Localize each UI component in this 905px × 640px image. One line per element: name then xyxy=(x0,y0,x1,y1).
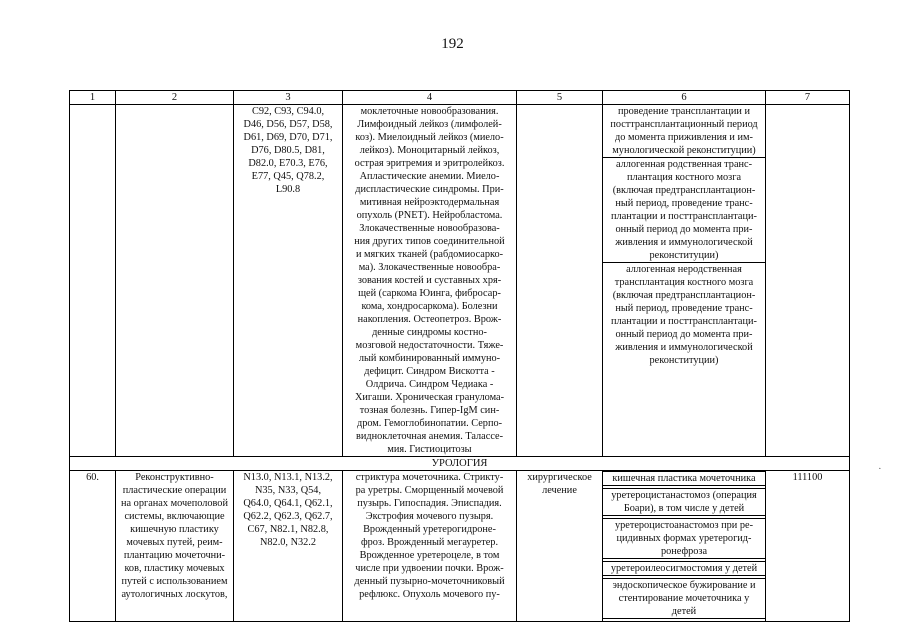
text-line: плантация костного мозга xyxy=(626,172,742,183)
text-line: и мягких тканей (рабдомиосарко- xyxy=(355,249,504,260)
text-line: D46, D56, D57, D58, xyxy=(243,119,333,130)
text-line: онный период до момента при- xyxy=(615,329,753,340)
text-line: митивная нейроэктодермальная xyxy=(359,197,500,208)
text-line: системы, включающие xyxy=(124,511,225,522)
text-line: числе при удвоении почки. Врож- xyxy=(355,563,504,574)
text-line: эндоскопическое бужирование и xyxy=(612,580,756,591)
text-line: Врожденное уретероцеле, в том xyxy=(359,550,500,561)
text-line: кома, хондросаркома). Болезни xyxy=(361,301,498,312)
text-line: путей с использованием xyxy=(121,576,228,587)
text-line: мочевых путей, реим- xyxy=(126,537,223,548)
row1-number-cell xyxy=(70,105,116,457)
text-line: кишечную пластику xyxy=(130,524,219,535)
text-line: N13.0, N13.1, N13.2, xyxy=(243,472,333,483)
text-line: N82.0, N32.2 xyxy=(259,537,317,548)
table-row xyxy=(70,471,850,622)
col-1-header: 1 xyxy=(70,91,116,105)
text-line: Олдрича. Синдром Чедиака - xyxy=(365,379,494,390)
text-line: Хигаши. Хроническая гранулома- xyxy=(354,392,505,403)
col-3-header: 3 xyxy=(234,91,343,105)
text-line: ронефроза xyxy=(660,546,708,557)
text-line: цидивных формах уретерогид- xyxy=(616,533,752,544)
text-line: Q62.2, Q62.3, Q62.7, xyxy=(243,511,333,522)
text-line: ма). Злокачественные новообра- xyxy=(358,262,501,273)
row1-diagnosis-cell xyxy=(343,105,517,457)
method-entry xyxy=(603,471,766,486)
row1-name-cell xyxy=(116,105,234,457)
text-line: N35, N33, Q54, xyxy=(254,485,322,496)
section-row xyxy=(70,457,850,471)
text-line: уретероцистанастомоз (операция xyxy=(611,490,757,501)
text-line: Боари), в том числе у детей xyxy=(623,503,745,514)
col-7-header: 7 xyxy=(766,91,850,105)
text-line: трансплантация костного мозга xyxy=(614,277,754,288)
text-line: мозговой недостаточности. Тяже- xyxy=(355,340,504,351)
row2-codes-cell xyxy=(234,471,343,622)
text-line: денные синдромы костно- xyxy=(372,327,487,338)
text-line: лый комбинированный иммуно- xyxy=(358,353,501,364)
text-line: D76, D80.5, D81, xyxy=(251,145,325,156)
col-5-header: 5 xyxy=(517,91,603,105)
text-line: проведение трансплантации и xyxy=(618,106,750,117)
text-line: Врожденный уретерогидроне- xyxy=(363,524,496,535)
text-line: кишечная пластика мочеточника xyxy=(612,473,756,484)
text-line: стентирование мочеточника у xyxy=(618,593,750,604)
text-line: C67, N82.1, N82.8, xyxy=(247,524,329,535)
text-line: ный период, проведение транс- xyxy=(615,198,753,209)
text-line: ный период, проведение транс- xyxy=(615,303,753,314)
text-line: аллогенная родственная транс- xyxy=(615,159,753,170)
row2-name-cell xyxy=(116,471,234,622)
row2-treatment-cell xyxy=(517,471,603,622)
row1-group-cell xyxy=(766,105,850,457)
text-line: реконституции) xyxy=(649,250,719,261)
text-line: опухоль (PNET). Нейробластома. xyxy=(356,210,503,221)
text-line: аутологичных лоскутов, xyxy=(121,589,228,600)
text-line: Экстрофия мочевого пузыря. xyxy=(365,511,494,522)
text-line: реконституции) xyxy=(649,355,719,366)
col-4-header: 4 xyxy=(343,91,517,105)
text-line: мия. Гистиоцитозы xyxy=(387,444,472,455)
text-line: Лимфоидный лейкоз (лимфолей- xyxy=(357,119,502,130)
text-line: детей xyxy=(671,606,697,617)
text-line: видноклеточная анемия. Талассе- xyxy=(355,431,504,442)
text-line: щей (саркома Юинга, фибросар- xyxy=(358,288,501,299)
column-number-row xyxy=(70,91,850,105)
text-line: лечение xyxy=(542,485,577,496)
procedure-table xyxy=(69,90,850,622)
text-line: ра уретры. Сморщенный мочевой xyxy=(355,485,504,496)
row2-number-cell: 60. xyxy=(70,471,116,622)
page-number: 192 xyxy=(441,36,464,52)
text-line: фроз. Врожденный мегауретер. xyxy=(360,537,499,548)
method-entry xyxy=(603,488,766,516)
method-entry xyxy=(603,105,765,157)
method-entry xyxy=(603,518,766,559)
text-line: Апластические анемии. Миело- xyxy=(359,171,500,182)
text-line: зования костей и суставных хря- xyxy=(357,275,502,286)
text-line: дром. Гемоглобинопатии. Серпо- xyxy=(356,418,503,429)
text-line: плантацию мочеточни- xyxy=(123,550,226,561)
text-line: ков, пластику мочевых xyxy=(124,563,225,574)
text-line: посттрансплантационный период xyxy=(610,119,758,130)
text-line: дефицит. Синдром Вискотта - xyxy=(364,366,495,377)
text-line: лейкоз). Моноцитарный лейкоз, xyxy=(359,145,500,156)
method-entry xyxy=(603,578,766,619)
row2-methods-cell xyxy=(603,471,766,622)
text-line: уретероилеосигмостомия у детей xyxy=(610,563,758,574)
text-line: L90.8 xyxy=(275,184,301,195)
text-line: аллогенная неродственная xyxy=(626,264,742,275)
text-line: D61, D69, D70, D71, xyxy=(243,132,333,143)
text-line: пластические операции xyxy=(122,485,227,496)
text-line: денный пузырно-мочеточниковый xyxy=(354,576,505,587)
text-line: моклеточные новообразования. xyxy=(360,106,499,117)
method-entry xyxy=(603,262,765,367)
text-line: ния других типов соединительной xyxy=(354,236,505,247)
text-line: плантации и посттрансплантаци- xyxy=(611,211,757,222)
text-line: стриктура мочеточника. Стрикту- xyxy=(355,472,504,483)
col-2-header: 2 xyxy=(116,91,234,105)
row1-codes-cell xyxy=(234,105,343,457)
margin-mark: · xyxy=(878,463,882,475)
table-row xyxy=(70,105,850,457)
col-6-header: 6 xyxy=(603,91,766,105)
text-line: до момента приживления и им- xyxy=(615,132,753,143)
row2-diagnosis-cell xyxy=(343,471,517,622)
text-line: коз). Миелоидный лейкоз (миело- xyxy=(355,132,504,143)
section-title: УРОЛОГИЯ xyxy=(70,457,850,471)
text-line: Реконструктивно- xyxy=(135,472,214,483)
text-line: E77, Q45, Q78.2, xyxy=(251,171,325,182)
row2-group-cell: 111100 xyxy=(766,471,850,622)
text-line: пузырь. Гипоспадия. Эписпадия. xyxy=(357,498,502,509)
text-line: на органах мочеполовой xyxy=(121,498,228,509)
text-line: плантации и посттрансплантаци- xyxy=(611,316,757,327)
text-line: хирургическое xyxy=(527,472,592,483)
text-line: Злокачественные новообразова- xyxy=(359,223,500,234)
text-line: мунологической реконституции) xyxy=(612,145,756,156)
text-line: (включая предтрансплантацион- xyxy=(612,290,756,301)
method-entry xyxy=(603,561,766,576)
text-line: (включая предтрансплантацион- xyxy=(612,185,756,196)
row1-methods-cell xyxy=(603,105,766,457)
text-line: тозная болезнь. Гипер-IgM син- xyxy=(359,405,500,416)
row1-treatment-cell xyxy=(517,105,603,457)
text-line: Q64.0, Q64.1, Q62.1, xyxy=(243,498,333,509)
text-line: живления и иммунологической xyxy=(615,237,753,248)
text-line: C92, C93, C94.0, xyxy=(251,106,325,117)
text-line: онный период до момента при- xyxy=(615,224,753,235)
text-line: диспластические синдромы. При- xyxy=(355,184,504,195)
text-line: рефлюкс. Опухоль мочевого пу- xyxy=(359,589,500,600)
text-line: уретероцистоанастомоз при ре- xyxy=(614,520,754,531)
text-line: накопления. Остеопетроз. Врож- xyxy=(357,314,502,325)
text-line: острая эритремия и эритролейкоз. xyxy=(354,158,505,169)
text-line: D82.0, E70.3, E76, xyxy=(248,158,328,169)
method-entry xyxy=(603,157,765,262)
text-line: живления и иммунологической xyxy=(615,342,753,353)
